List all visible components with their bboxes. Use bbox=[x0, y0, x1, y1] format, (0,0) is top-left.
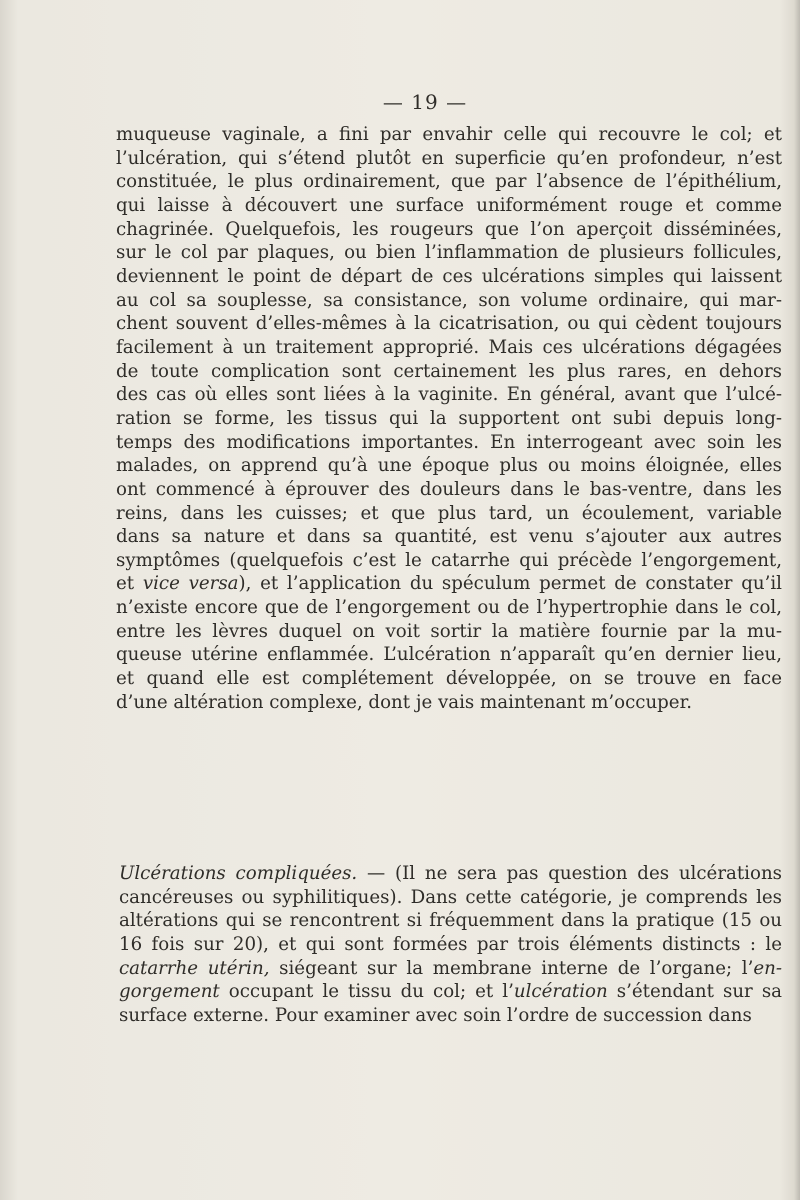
text-line: queuse utérine enflammée. L’ulcération n’apparaît qu’en dernier lieu, bbox=[116, 644, 782, 666]
text-line: malades, on apprend qu’à une époque plus ou moins éloignée, elles bbox=[116, 455, 782, 477]
text-line: ration se forme, les tissus qui la supportent ont subi depuis long- bbox=[116, 407, 782, 429]
italic-text: gorgement bbox=[119, 981, 220, 1003]
text-line: de toute complication sont certainement les plus rares, en dehors bbox=[116, 360, 782, 382]
text-line: reins, dans les cuisses; et que plus tard, un écoulement, variable bbox=[116, 502, 782, 524]
text-segment: — (Il ne sera pas question des ulcérations bbox=[357, 863, 782, 884]
text-segment: ), et l’application du spéculum permet de constater qu’il bbox=[238, 573, 782, 595]
text-line: symptômes (quelquefois c’est le catarrhe qui précède l’engorgement, bbox=[116, 549, 782, 571]
italic-text: vice versa bbox=[142, 573, 239, 595]
text-line: muqueuse vaginale, a fini par envahir celle qui recouvre le col; et bbox=[116, 124, 782, 145]
text-line bbox=[116, 862, 782, 886]
text-line: cancéreuses ou syphilitiques). Dans cette catégorie, je comprends les bbox=[119, 886, 782, 908]
text-line: chent souvent d’elles-mêmes à la cicatrisation, ou qui cèdent toujours bbox=[116, 313, 782, 335]
text-line: n’existe encore que de l’engorgement ou de l’hypertrophie dans le col, bbox=[116, 597, 782, 619]
body-paragraph-1 bbox=[116, 123, 782, 714]
text-line: facilement à un traitement approprié. Mais ces ulcérations dégagées bbox=[116, 336, 782, 358]
text-line: entre les lèvres duquel on voit sortir la matière fournie par la mu- bbox=[116, 620, 782, 642]
text-line: et quand elle est complétement développée, on se trouve en face bbox=[116, 668, 782, 690]
italic-text: ulcération bbox=[513, 981, 608, 1003]
body-paragraph-2 bbox=[116, 862, 782, 1028]
text-line: dans sa nature et dans sa quantité, est venu s’ajouter aux autres bbox=[116, 526, 782, 548]
text-line: d’une altération complexe, dont je vais maintenant m’occuper. bbox=[116, 691, 693, 713]
text-segment: s’étendant sur sa bbox=[607, 981, 782, 1003]
text-line: ont commencé à éprouver des douleurs dans le bas-ventre, dans les bbox=[116, 478, 782, 500]
page-edge-shadow bbox=[794, 0, 800, 1200]
text-line: constituée, le plus ordinairement, que par l’absence de l’épithélium, bbox=[116, 171, 782, 193]
text-segment: et bbox=[116, 573, 143, 595]
text-line: temps des modifications importantes. En interrogeant avec soin les bbox=[116, 431, 782, 453]
text-line: chagrinée. Quelquefois, les rougeurs que l’on aperçoit disséminées, bbox=[116, 218, 782, 240]
page-number: — 19 — bbox=[382, 90, 468, 114]
text-line bbox=[116, 980, 782, 1004]
text-line: deviennent le point de départ de ces ulcérations simples qui laissent bbox=[116, 265, 782, 287]
italic-text: Ulcérations compliquées. bbox=[119, 863, 358, 884]
text-line: 16 fois sur 20), et qui sont formées par trois éléments distincts : le bbox=[119, 933, 782, 955]
text-line: altérations qui se rencontrent si fréquemment dans la pratique (15 ou bbox=[119, 910, 782, 932]
text-line bbox=[116, 572, 782, 596]
text-line: des cas où elles sont liées à la vaginite. En général, avant que l’ulcé- bbox=[116, 384, 782, 406]
text-line: qui laisse à découvert une surface uniformément rouge et comme bbox=[116, 194, 782, 216]
italic-text: catarrhe utérin, bbox=[119, 957, 270, 979]
text-line bbox=[116, 957, 782, 981]
text-line: sur le col par plaques, ou bien l’inflammation de plusieurs follicules, bbox=[116, 242, 782, 264]
italic-text: en- bbox=[753, 957, 782, 979]
text-line: l’ulcération, qui s’étend plutôt en superficie qu’en profondeur, n’est bbox=[116, 147, 782, 169]
text-segment: siégeant sur la membrane interne de l’organe; l’ bbox=[269, 957, 754, 979]
text-line: au col sa souplesse, sa consistance, son volume ordinaire, qui mar- bbox=[116, 289, 782, 311]
text-segment: occupant le tissu du col; et l’ bbox=[219, 981, 514, 1003]
text-line: surface externe. Pour examiner avec soin l’ordre de succession dans bbox=[119, 1004, 752, 1026]
